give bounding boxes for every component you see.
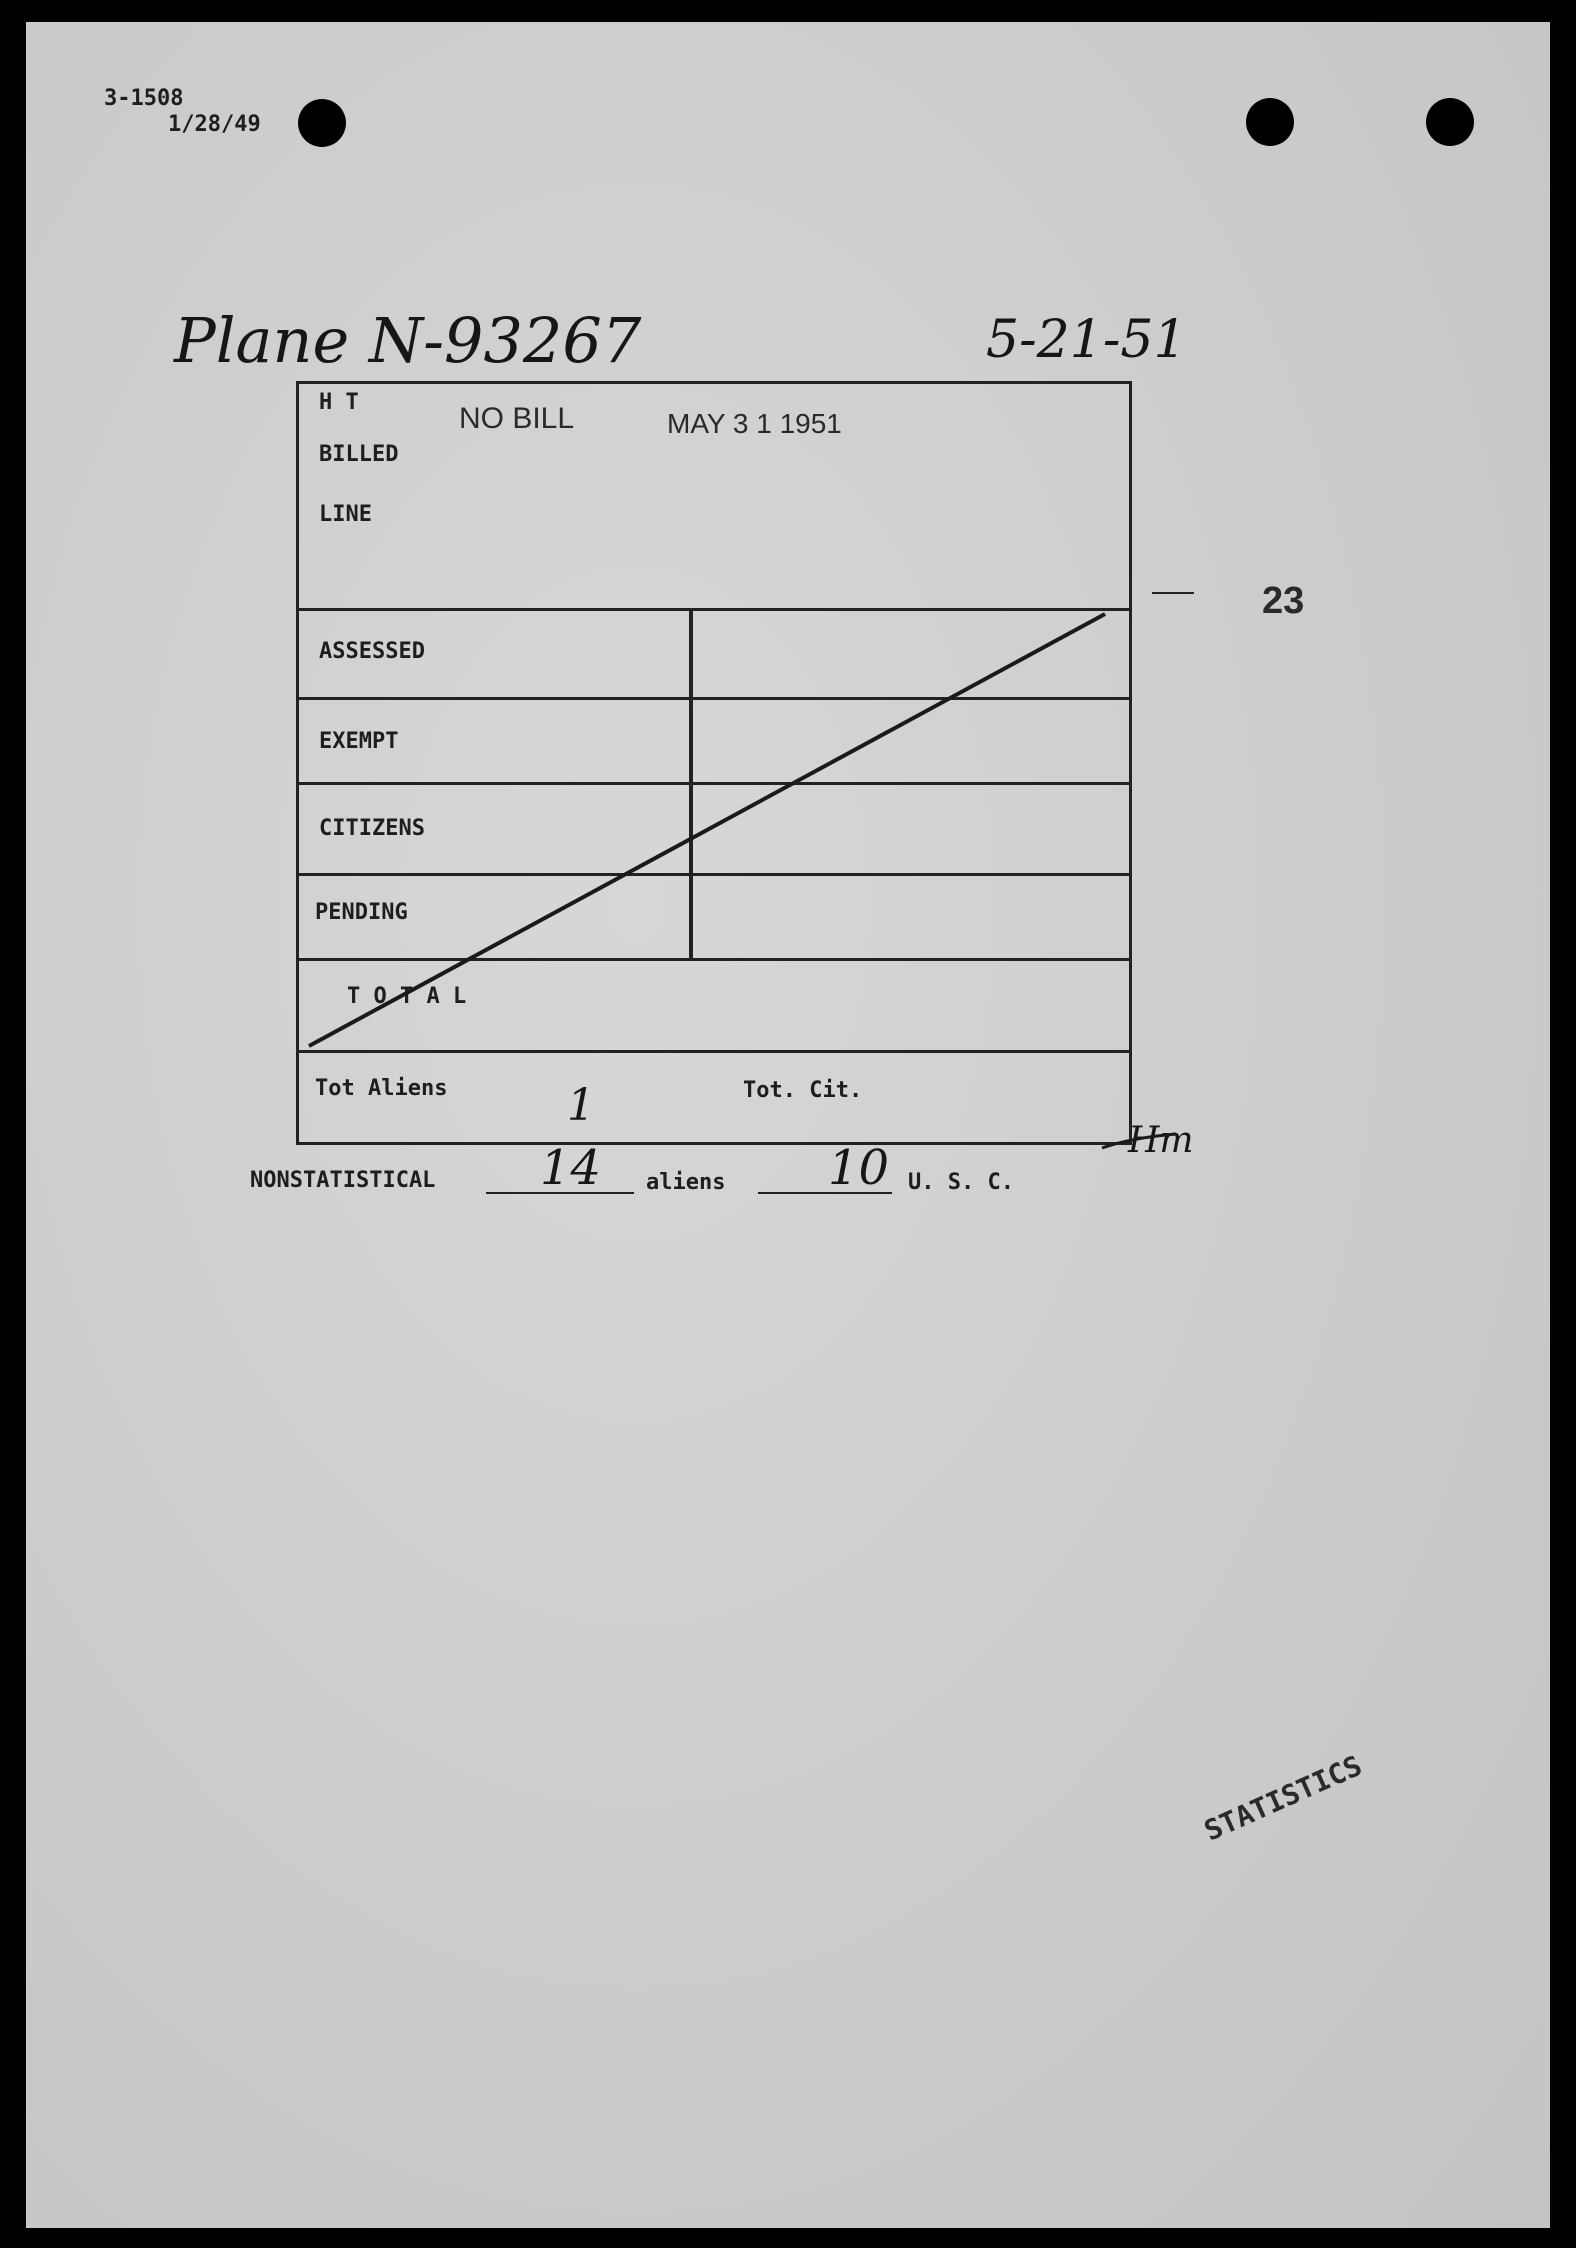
initials-stroke: [1100, 1130, 1180, 1160]
form-revision-date: 1/28/49: [168, 112, 261, 137]
handwritten-nonstat-aliens: 14: [540, 1140, 602, 1196]
label-billed: BILLED: [319, 442, 399, 467]
handwritten-tot-aliens: 1: [567, 1080, 595, 1131]
handwritten-date: 5-21-51: [986, 310, 1187, 370]
nonstatistical-label: NONSTATISTICAL: [250, 1168, 436, 1193]
statistics-form-box: [296, 381, 1132, 1145]
label-assessed: ASSESSED: [319, 639, 425, 664]
label-line: LINE: [319, 502, 372, 527]
statistics-stamp: STATISTICS: [1199, 1748, 1367, 1848]
no-bill-stamp: NO BILL: [459, 402, 575, 435]
handwritten-initials: Hm: [1128, 1120, 1194, 1161]
strike-through-line: [299, 384, 1129, 1144]
received-date-stamp: MAY 3 1 1951: [667, 408, 842, 439]
punch-hole-left: [298, 99, 346, 147]
punch-hole-middle: [1246, 98, 1294, 146]
form-number: 3-1508: [104, 86, 184, 111]
aliens-label: aliens: [646, 1170, 726, 1195]
page-number-dash: [1152, 592, 1194, 594]
page-number-stamp: 23: [1262, 580, 1305, 622]
label-ht: H T: [319, 390, 359, 415]
label-total: T O T A L: [347, 984, 467, 1009]
punch-hole-right: [1426, 98, 1474, 146]
label-tot-cit: Tot. Cit.: [743, 1078, 863, 1103]
handwritten-plane-number: Plane N-93267: [174, 304, 642, 377]
label-citizens: CITIZENS: [319, 816, 425, 841]
label-exempt: EXEMPT: [319, 729, 399, 754]
label-tot-aliens: Tot Aliens: [315, 1076, 448, 1101]
usc-label: U. S. C.: [908, 1170, 1014, 1195]
handwritten-nonstat-usc: 10: [828, 1140, 890, 1196]
label-pending: PENDING: [315, 900, 408, 925]
